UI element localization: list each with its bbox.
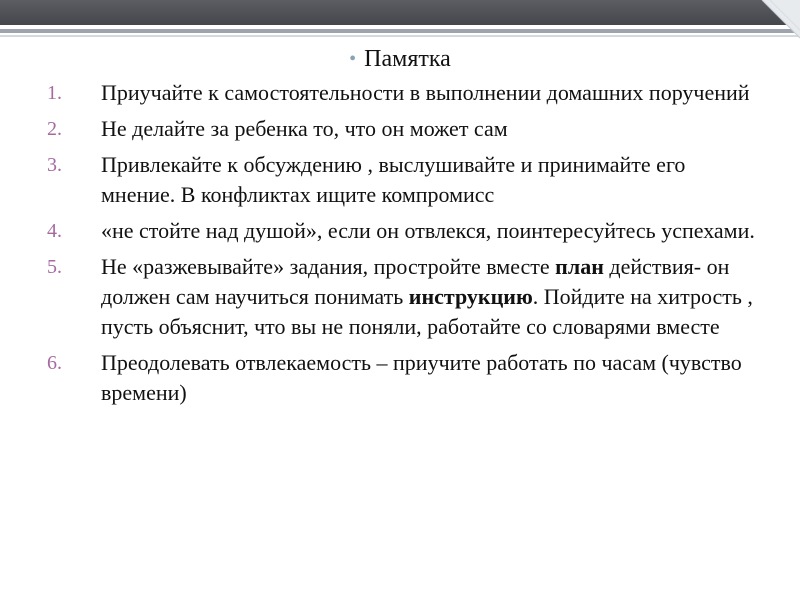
list-item-number: 5. bbox=[47, 256, 62, 278]
list-item-text: действия- он должен сам научиться понимать bbox=[101, 254, 730, 309]
list-item-text: Не делайте за ребенка то, что он может сам bbox=[101, 116, 508, 141]
memo-list bbox=[0, 78, 800, 408]
list-item-text: «не стойте над душой», если он отвлекся, поинтересуйтесь успехами. bbox=[101, 218, 755, 243]
list-item-number: 6. bbox=[47, 352, 62, 374]
list-item bbox=[0, 114, 800, 144]
list-item bbox=[0, 348, 800, 408]
list-item bbox=[0, 216, 800, 246]
page-title bbox=[0, 42, 800, 76]
list-item-text: Приучайте к самостоятельности в выполнении домашних поручений bbox=[101, 80, 750, 105]
accent-line-thin bbox=[0, 35, 800, 37]
list-item-number: 3. bbox=[47, 154, 62, 176]
list-item-bold-text: инструкцию bbox=[408, 284, 533, 309]
list-item-text: Преодолевать отвлекаемость – приучите работать по часам (чувство времени) bbox=[101, 350, 742, 405]
list-item-number: 2. bbox=[47, 118, 62, 140]
list-item bbox=[0, 150, 800, 210]
bullet-icon: • bbox=[349, 48, 357, 70]
list-item-bold-text: план bbox=[555, 254, 604, 279]
list-item bbox=[0, 252, 800, 342]
list-item-text: Привлекайте к обсуждению , выслушивайте и принимайте его мнение. В конфликтах ищите компромисс bbox=[101, 152, 686, 207]
list-item-text: . Пойдите на хитрость , пусть объяснит, что вы не поняли, работайте со словарями вместе bbox=[101, 284, 753, 339]
list-item-text: Не «разжевывайте» задания, простройте вместе bbox=[101, 254, 556, 279]
slide-content bbox=[0, 42, 800, 414]
top-bar bbox=[0, 0, 800, 25]
list-item-number: 4. bbox=[47, 220, 62, 242]
list-item bbox=[0, 78, 800, 108]
accent-line bbox=[0, 29, 800, 33]
page-title-text: Памятка bbox=[364, 46, 451, 72]
list-item-number: 1. bbox=[47, 82, 62, 104]
